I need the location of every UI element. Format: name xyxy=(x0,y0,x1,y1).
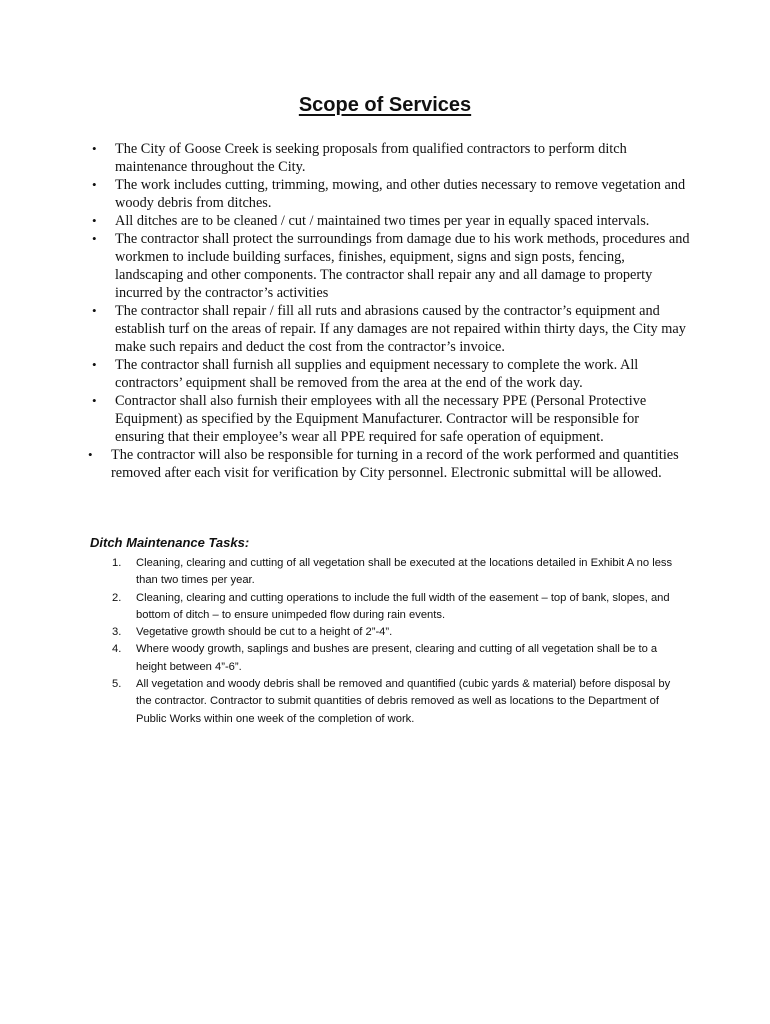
list-item xyxy=(90,356,690,392)
page-title: Scope of Services xyxy=(298,94,472,116)
task-number: 1. xyxy=(112,557,122,569)
tasks-numbered-list xyxy=(108,555,678,728)
bullet-icon: • xyxy=(92,141,97,156)
bullet-icon: • xyxy=(92,303,97,318)
bullet-icon: • xyxy=(92,357,97,372)
bullet-text: All ditches are to be cleaned / cut / maintained two times per year in equally spaced intervals. xyxy=(115,213,650,229)
list-item xyxy=(90,212,690,230)
bullet-text: The contractor will also be responsible for turning in a record of the work performed and quantities removed after each visit for verification by City personnel. Electronic submittal will be allowed. xyxy=(111,447,679,481)
bullet-text: Contractor shall also furnish their employees with all the necessary PPE (Personal Protective Equipment) as specified by the Equipment Manufacturer. Contractor will be responsible for ensuring that their employee’s wear all PPE required for safe operation of equipment. xyxy=(115,393,647,445)
list-item xyxy=(108,590,678,625)
bullet-text: The City of Goose Creek is seeking proposals from qualified contractors to perform ditch maintenance throughout the City. xyxy=(115,141,627,175)
list-item xyxy=(90,140,690,176)
task-text: All vegetation and woody debris shall be removed and quantified (cubic yards & material) before disposal by the contractor. Contractor to submit quantities of debris removed as well as locations to the Department of Public Works within one week of the completion of work. xyxy=(136,678,671,725)
list-item xyxy=(108,676,678,728)
list-item xyxy=(86,446,690,482)
scope-bullet-list xyxy=(90,140,690,482)
list-item xyxy=(108,624,678,641)
bullet-text: The contractor shall protect the surroundings from damage due to his work methods, procedures and workmen to include building surfaces, finishes, equipment, signs and sign posts, fencing, landscaping and other components. The contractor shall repair any and all damage to property incurred by the contractor’s activities xyxy=(115,231,690,301)
bullet-text: The contractor shall repair / fill all ruts and abrasions caused by the contractor’s equipment and establish turf on the areas of repair. If any damages are not repaired within thirty days, the City may make such repairs and deduct the cost from the contractor’s invoice. xyxy=(115,303,686,355)
bullet-text: The work includes cutting, trimming, mowing, and other duties necessary to remove vegetation and woody debris from ditches. xyxy=(115,177,686,211)
task-number: 3. xyxy=(112,626,122,639)
bullet-icon: • xyxy=(92,231,97,246)
list-item xyxy=(90,302,690,356)
task-number: 2. xyxy=(112,591,122,604)
task-text: Vegetative growth should be cut to a height of 2”-4”. xyxy=(136,626,393,639)
task-number: 5. xyxy=(112,678,122,691)
task-text: Cleaning, clearing and cutting operations to include the full width of the easement – top of bank, slopes, and bottom of ditch – to ensure unimpeded flow during rain events. xyxy=(136,591,670,621)
task-number: 4. xyxy=(112,643,122,656)
bullet-icon: • xyxy=(88,447,93,462)
bullet-icon: • xyxy=(92,213,97,228)
bullet-text: The contractor shall furnish all supplies and equipment necessary to complete the work. All contractors’ equipment shall be removed from the area at the end of the work day. xyxy=(115,357,639,391)
bullet-icon: • xyxy=(92,393,97,408)
list-item xyxy=(90,230,690,302)
task-text: Cleaning, clearing and cutting of all vegetation shall be executed at the locations detailed in Exhibit A no less than two times per year. xyxy=(136,557,673,587)
list-item xyxy=(108,641,678,676)
task-text: Where woody growth, saplings and bushes are present, clearing and cutting of all vegetation shall be to a height between 4”-6”. xyxy=(136,643,658,673)
tasks-heading: Ditch Maintenance Tasks: xyxy=(90,535,250,550)
list-item xyxy=(108,555,678,590)
list-item xyxy=(90,392,690,446)
list-item xyxy=(90,176,690,212)
bullet-icon: • xyxy=(92,177,97,192)
